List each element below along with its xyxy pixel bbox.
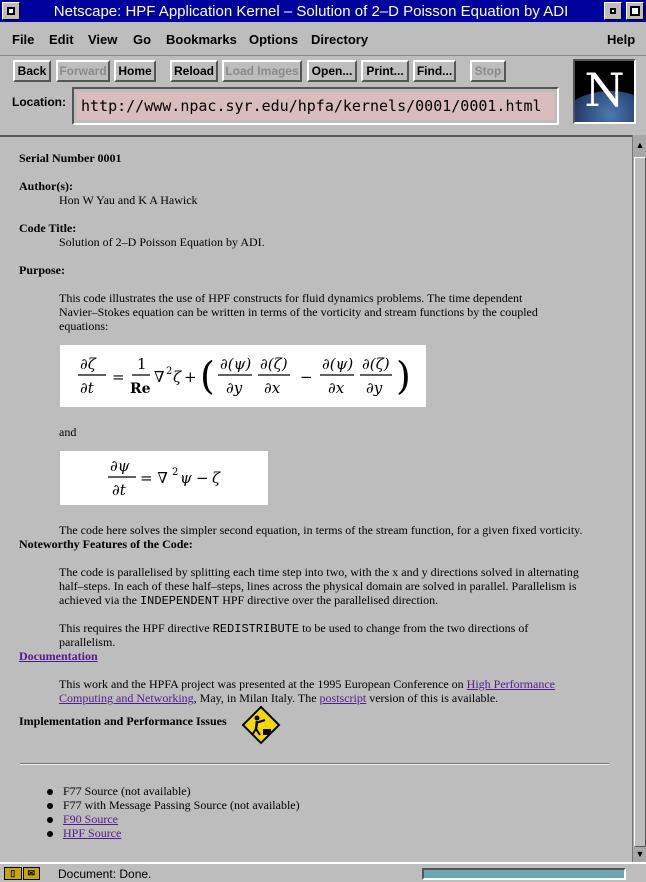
requires-post: to be used to change from the two directions of xyxy=(302,621,529,635)
serial-number: Serial Number 0001 xyxy=(19,151,122,165)
open-button[interactable]: Open... xyxy=(307,60,357,82)
svg-text:∂(ψ): ∂(ψ) xyxy=(220,355,252,373)
svg-text:∂x: ∂x xyxy=(328,379,345,397)
and-text: and xyxy=(59,425,77,439)
find-button[interactable]: Find... xyxy=(413,60,456,82)
security-key-icon[interactable]: ▯ ✉ xyxy=(4,867,40,880)
impl-heading: Implementation and Performance Issues xyxy=(19,714,227,728)
scrollbar-thumb[interactable] xyxy=(634,157,646,847)
svg-text:Re: Re xyxy=(130,381,151,397)
requires-pre: This requires the HPF directive xyxy=(59,621,210,635)
documentation-link[interactable]: Documentation xyxy=(19,649,98,663)
stop-button[interactable]: Stop xyxy=(470,60,506,82)
logo-letter: N xyxy=(584,63,625,117)
svg-text:2: 2 xyxy=(172,467,179,478)
work-post: version of this is available. xyxy=(369,691,499,705)
hpf-source-link[interactable]: HPF Source xyxy=(63,826,122,840)
location-input[interactable] xyxy=(77,92,554,120)
features-heading: Noteworthy Features of the Code: xyxy=(19,537,193,551)
work-line-1 xyxy=(59,677,555,691)
vertical-scrollbar[interactable] xyxy=(632,135,646,862)
purpose-line-1: This code illustrates the use of HPF constructs for fluid dynamics problems. The time dependent xyxy=(59,291,523,305)
source-item-f77-mp: F77 with Message Passing Source (not available) xyxy=(63,798,300,812)
hpcn-link[interactable]: High Performance xyxy=(466,677,555,691)
svg-text:−: − xyxy=(300,368,313,386)
svg-text:ζ: ζ xyxy=(173,368,182,386)
menu-bookmarks[interactable]: Bookmarks xyxy=(166,32,237,47)
home-button[interactable]: Home xyxy=(114,60,156,82)
vorticity-equation-image xyxy=(60,345,426,407)
svg-text:= ∇: = ∇ xyxy=(140,469,168,487)
menu-help[interactable]: Help xyxy=(607,32,636,47)
source-item-f77: F77 Source (not available) xyxy=(63,784,191,798)
svg-text:∂t: ∂t xyxy=(112,481,126,499)
features-line-3-post: HPF directive over the parallelised direction. xyxy=(222,593,439,607)
status-text: Document: Done. xyxy=(58,867,152,881)
svg-text:∂ψ: ∂ψ xyxy=(110,457,130,475)
bullet-1 xyxy=(47,789,53,795)
print-button[interactable]: Print... xyxy=(361,60,409,82)
status-bar xyxy=(0,862,646,882)
requires-line-2: parallelism. xyxy=(59,635,116,649)
independent-directive: INDEPENDENT xyxy=(139,594,220,608)
location-label: Location: xyxy=(12,95,66,109)
solves-text: The code here solves the simpler second equation, in terms of the stream function, for a given fixed vorticity. xyxy=(59,523,583,537)
svg-text:2: 2 xyxy=(166,366,173,377)
work-line-2 xyxy=(59,691,498,705)
features-line-2: half–steps. In each of these half–steps, lines across the physical domain are solved in parallel. Parallelism is xyxy=(59,579,577,593)
svg-text:∂(ψ): ∂(ψ) xyxy=(322,355,354,373)
scroll-up-icon[interactable]: ▲ xyxy=(635,140,645,150)
requires-line-1 xyxy=(59,621,528,636)
svg-text:=: = xyxy=(112,368,125,386)
scroll-down-icon[interactable]: ▼ xyxy=(635,849,645,859)
svg-text:∂(ζ): ∂(ζ) xyxy=(362,355,390,373)
bullet-4 xyxy=(47,831,53,837)
forward-button[interactable]: Forward xyxy=(56,60,110,82)
svg-text:+: + xyxy=(184,368,197,386)
svg-text:∂y: ∂y xyxy=(366,379,383,397)
authors-value: Hon W Yau and K A Hawick xyxy=(59,193,198,207)
progress-bar xyxy=(422,868,626,880)
features-line-3-pre: achieved via the xyxy=(59,593,137,607)
svg-text:ζ: ζ xyxy=(212,469,221,487)
reload-button[interactable]: Reload xyxy=(170,60,218,82)
menu-file[interactable]: File xyxy=(12,32,35,47)
horizontal-rule xyxy=(20,763,609,765)
code-title-value: Solution of 2–D Poisson Equation by ADI. xyxy=(59,235,265,249)
code-title-heading: Code Title: xyxy=(19,221,77,235)
features-line-3 xyxy=(59,593,438,608)
svg-text:∂ζ: ∂ζ xyxy=(80,355,96,373)
title-bar xyxy=(0,0,646,22)
minimize-button[interactable] xyxy=(604,2,622,20)
window-title: Netscape: HPF Application Kernel – Solution of 2–D Poisson Equation by ADI xyxy=(53,2,569,20)
hpcn-link-cont[interactable]: Computing and Networking xyxy=(59,691,194,705)
stream-equation-image xyxy=(60,451,268,505)
svg-text:∂(ζ): ∂(ζ) xyxy=(260,355,288,373)
load-images-button[interactable]: Load Images xyxy=(222,60,302,82)
postscript-link[interactable]: postscript xyxy=(319,691,367,705)
menu-go[interactable]: Go xyxy=(133,32,152,47)
purpose-line-3: equations: xyxy=(59,319,109,333)
netscape-logo[interactable] xyxy=(573,59,636,124)
bullet-2 xyxy=(47,803,53,809)
purpose-heading: Purpose: xyxy=(19,263,65,277)
toolbar xyxy=(0,56,646,86)
window-menu-button[interactable] xyxy=(2,2,20,20)
location-field-frame xyxy=(72,87,559,125)
menu-options[interactable]: Options xyxy=(249,32,299,47)
maximize-button[interactable] xyxy=(626,2,644,20)
svg-text:1: 1 xyxy=(137,355,147,373)
svg-text:∂t: ∂t xyxy=(80,379,94,397)
svg-text:−: − xyxy=(196,469,209,487)
menu-edit[interactable]: Edit xyxy=(49,32,74,47)
under-construction-icon xyxy=(241,705,281,745)
authors-heading: Author(s): xyxy=(19,179,73,193)
back-button[interactable]: Back xyxy=(13,60,51,82)
work-pre: This work and the HPFA project was presented at the 1995 European Conference on xyxy=(59,677,464,691)
svg-text:): ) xyxy=(396,354,411,398)
features-line-1: The code is parallelised by splitting each time step into two, with the x and y directions solved in alternating xyxy=(59,565,579,579)
menu-directory[interactable]: Directory xyxy=(311,32,369,47)
f90-source-link[interactable]: F90 Source xyxy=(63,812,118,826)
menu-bar xyxy=(0,22,646,56)
purpose-line-2: Navier–Stokes equation can be written in terms of the vorticity and stream functions by the coupled xyxy=(59,305,538,319)
svg-text:∂x: ∂x xyxy=(264,379,281,397)
redistribute-directive: REDISTRIBUTE xyxy=(212,622,300,636)
bullet-3 xyxy=(47,817,53,823)
svg-text:∂y: ∂y xyxy=(226,379,243,397)
svg-text:∇: ∇ xyxy=(154,368,165,386)
menu-view[interactable]: View xyxy=(88,32,118,47)
work-mid: , May, in Milan Italy. The xyxy=(193,691,317,705)
svg-text:(: ( xyxy=(200,354,215,398)
document-view[interactable] xyxy=(0,135,632,862)
svg-text:ψ: ψ xyxy=(180,469,192,487)
